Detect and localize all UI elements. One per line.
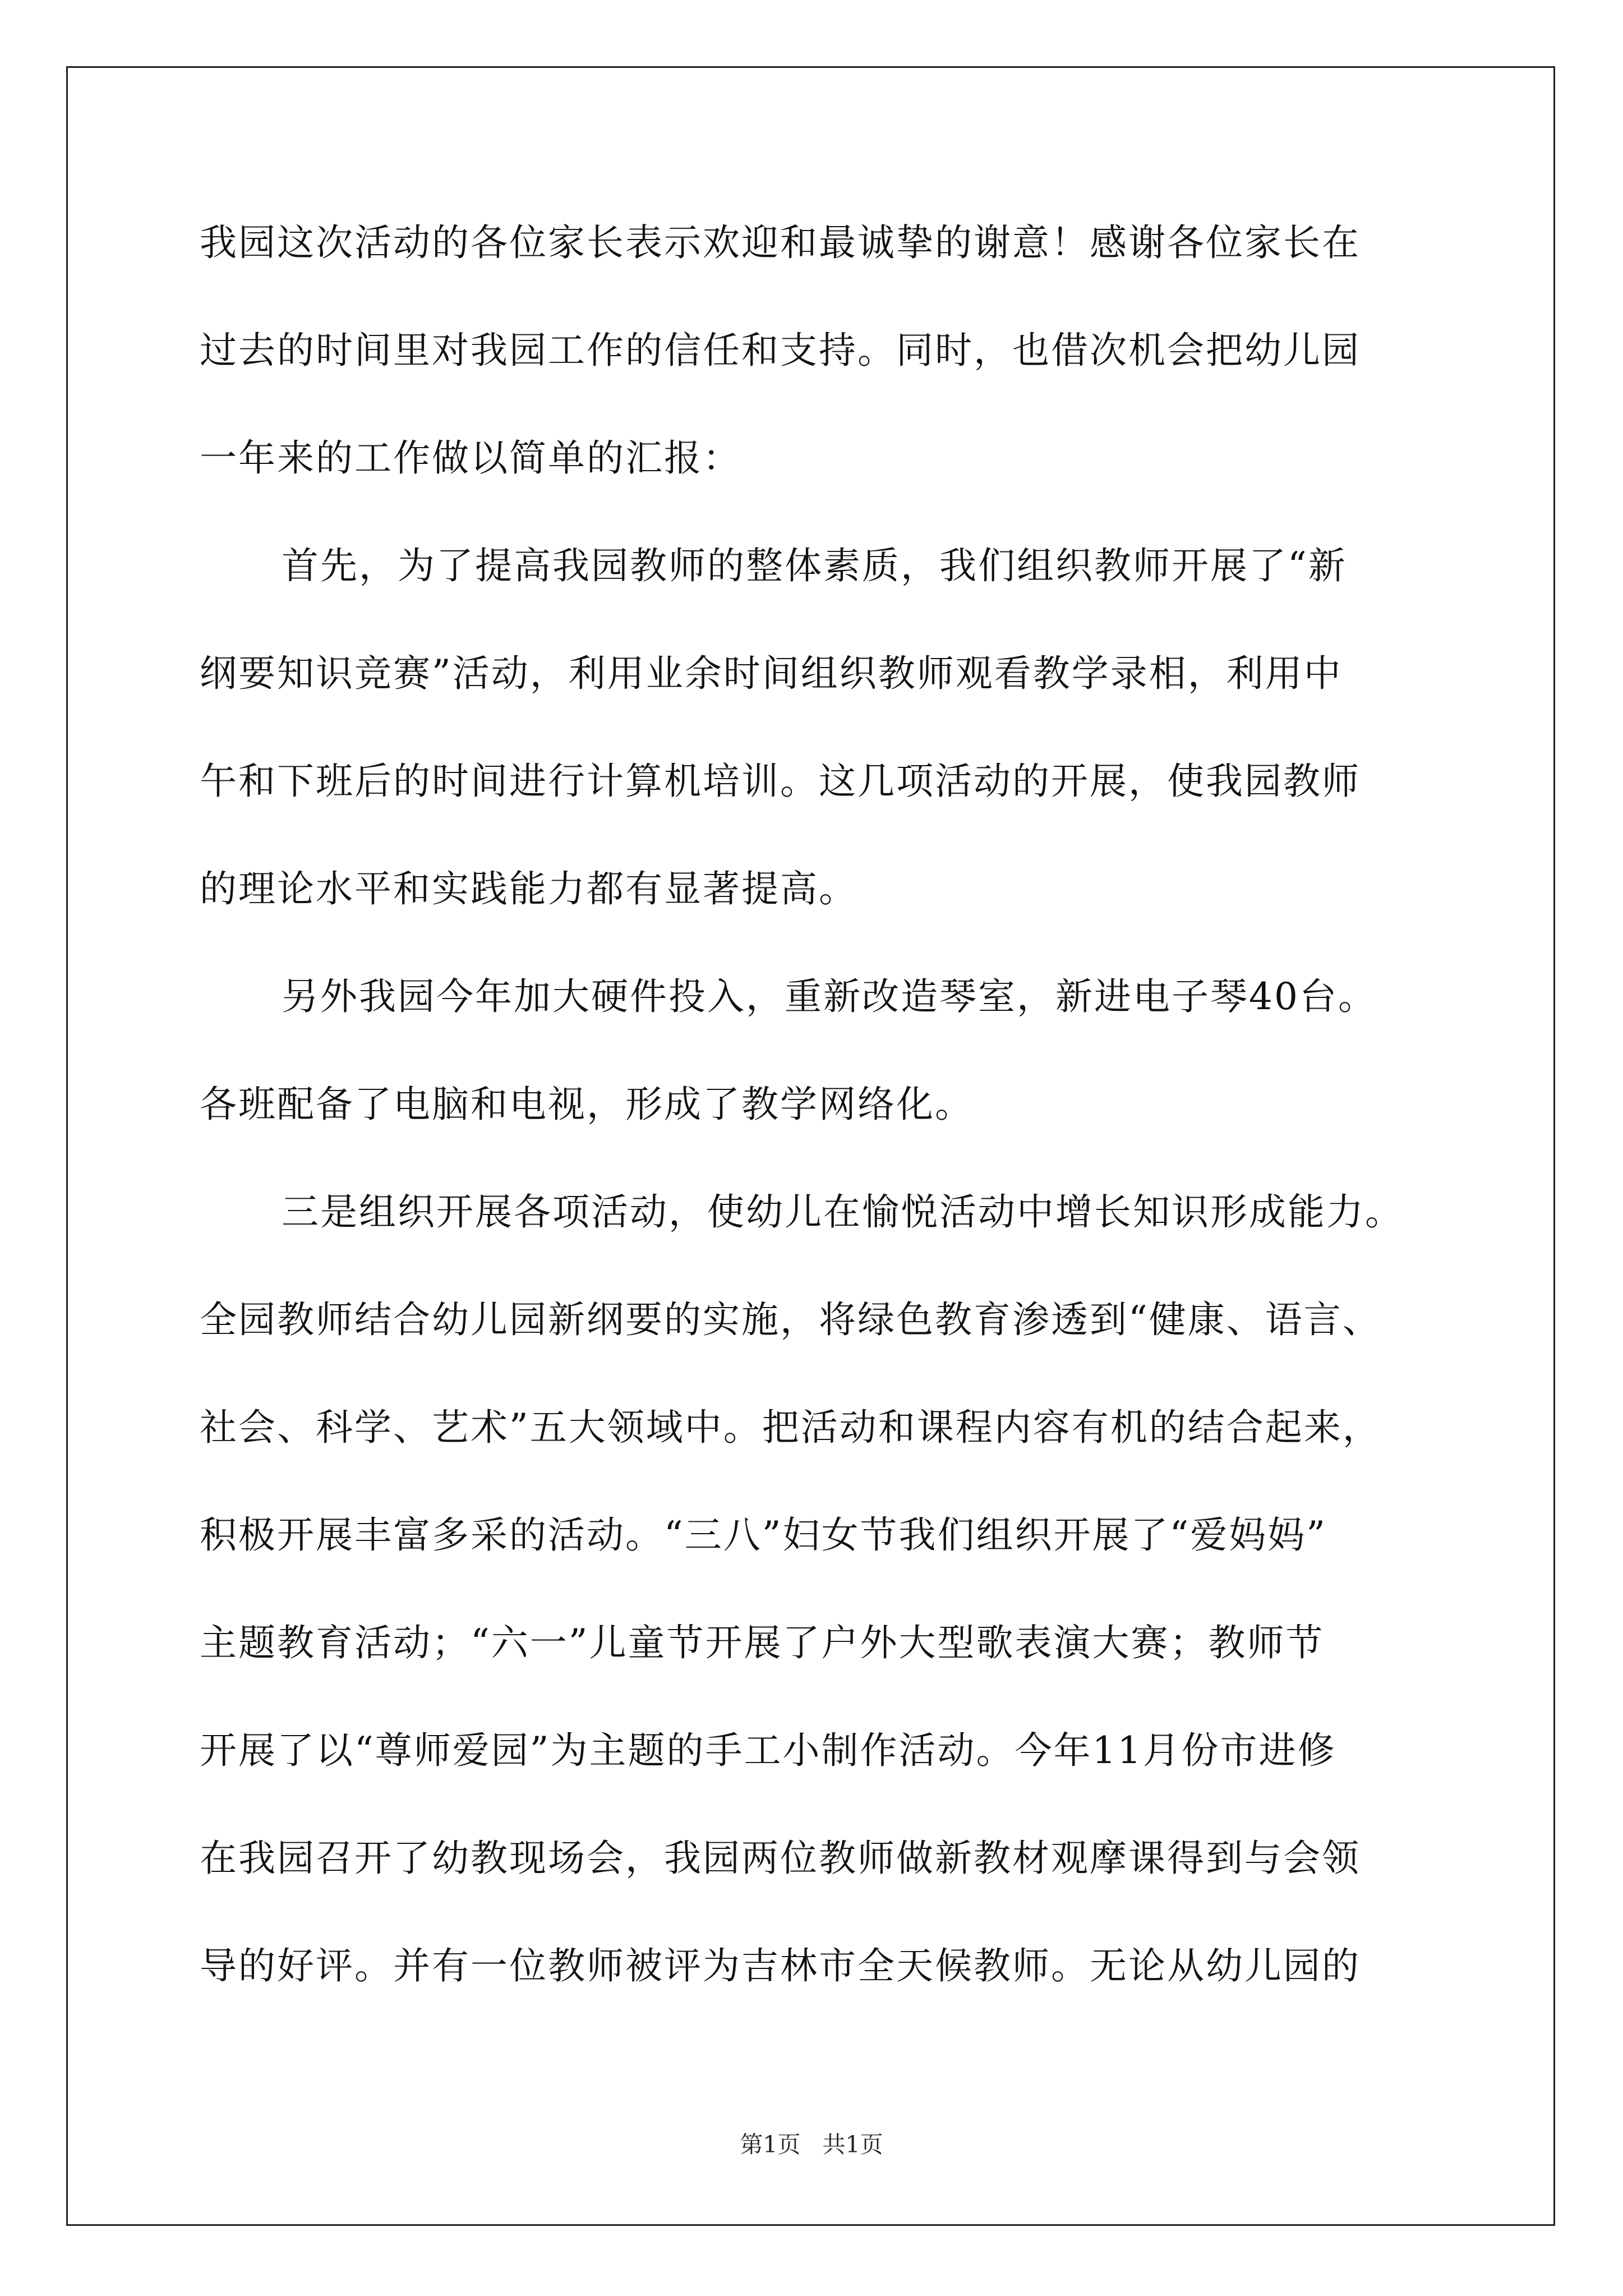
text-line: 积极开展丰富多采的活动。“三八”妇女节我们组织开展了“爱妈妈” [200, 1513, 1327, 1557]
text-line: 全园教师结合幼儿园新纲要的实施，将绿色教育渗透到“健康、语言、 [200, 1298, 1381, 1341]
text-line: 我园这次活动的各位家长表示欢迎和最诚挚的谢意！感谢各位家长在 [200, 221, 1361, 264]
text-line: 主题教育活动；“六一”儿童节开展了户外大型歌表演大赛；教师节 [200, 1621, 1325, 1664]
text-line: 开展了以“尊师爱园”为主题的手工小制作活动。今年11月份市进修 [200, 1729, 1336, 1772]
text-line: 导的好评。并有一位教师被评为吉林市全天候教师。无论从幼儿园的 [200, 1944, 1361, 1987]
text-line: 午和下班后的时间进行计算机培训。这几项活动的开展，使我园教师 [200, 760, 1361, 803]
paragraph-first-line: 另外我园今年加大硬件投入，重新改造琴室，新进电子琴40台。 [282, 975, 1377, 1018]
text-line: 一年来的工作做以简单的汇报： [200, 436, 741, 480]
text-line: 过去的时间里对我园工作的信任和支持。同时，也借次机会把幼儿园 [200, 329, 1361, 372]
text-line: 在我园召开了幼教现场会，我园两位教师做新教材观摩课得到与会领 [200, 1837, 1361, 1880]
page-footer: 第1页 共1页 [740, 2131, 883, 2158]
text-line: 各班配备了电脑和电视，形成了教学网络化。 [200, 1083, 974, 1126]
text-line: 纲要知识竞赛”活动，利用业余时间组织教师观看教学录相，利用中 [200, 652, 1343, 695]
text-line: 社会、科学、艺术”五大领域中。把活动和课程内容有机的结合起来， [200, 1406, 1381, 1449]
text-line: 的理论水平和实践能力都有显著提高。 [200, 867, 857, 910]
paragraph-first-line: 首先，为了提高我园教师的整体素质，我们组织教师开展了“新 [282, 544, 1347, 587]
page-border [66, 66, 1555, 2226]
paragraph-first-line: 三是组织开展各项活动，使幼儿在愉悦活动中增长知识形成能力。 [282, 1190, 1404, 1234]
